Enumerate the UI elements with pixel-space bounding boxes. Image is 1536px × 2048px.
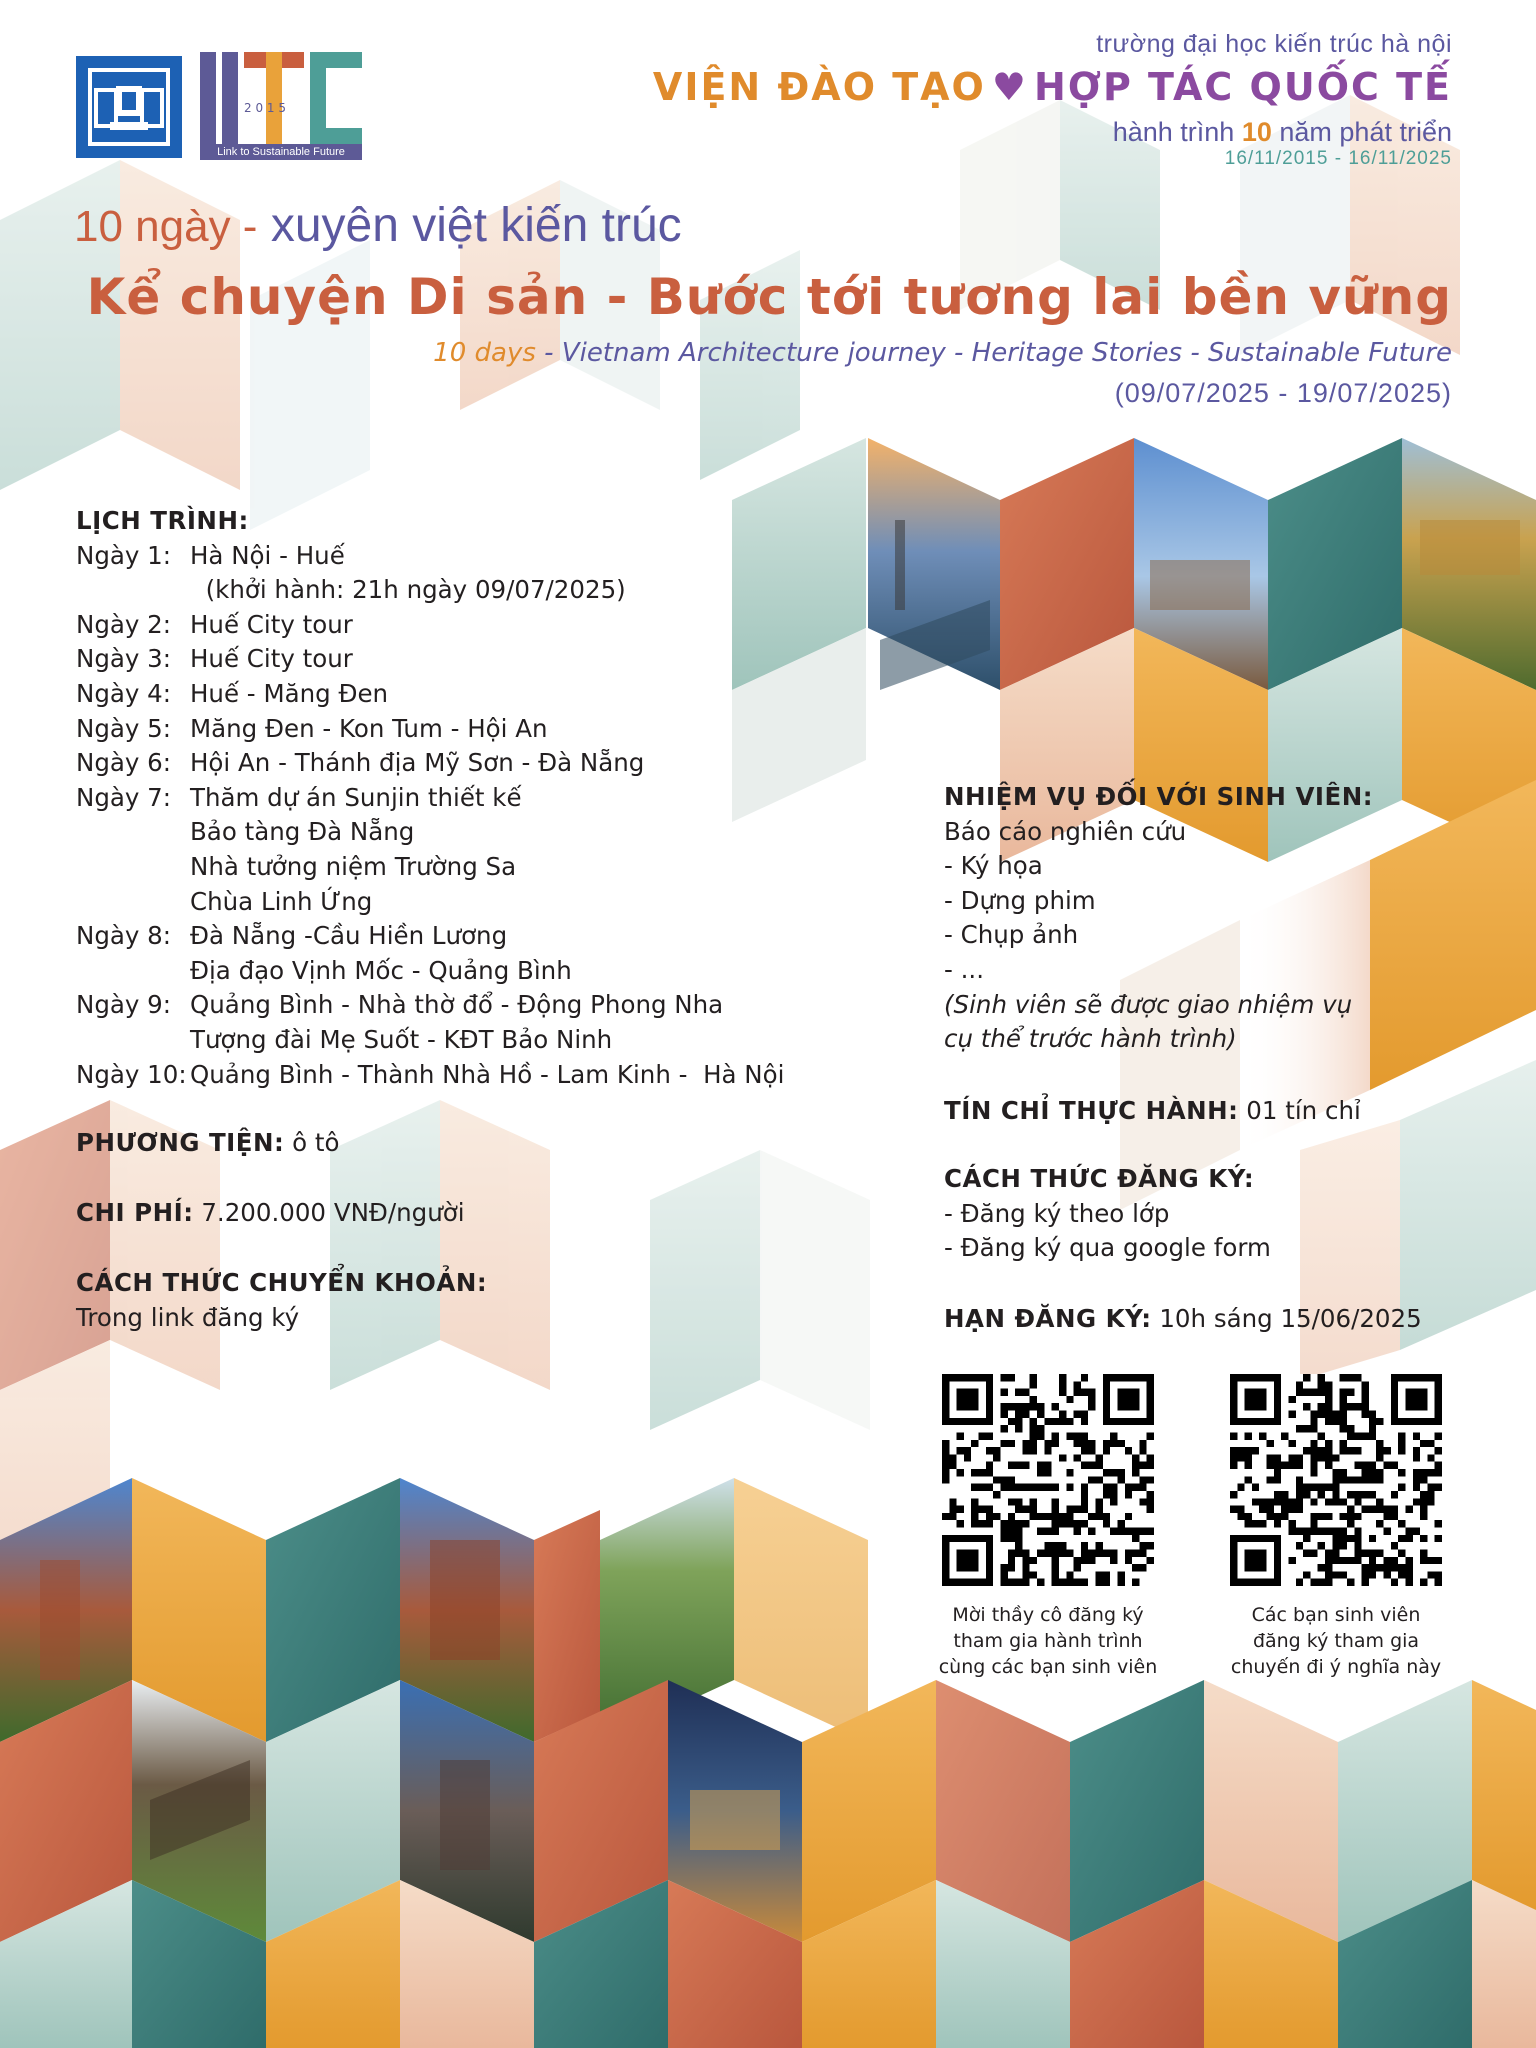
schedule-day-label: Ngày 10:: [76, 1059, 195, 1089]
schedule-stop: Măng Đen - Kon Tum - Hội An: [190, 713, 548, 743]
journey-suffix: năm phát triển: [1279, 117, 1452, 147]
schedule-day-stops: [190, 988, 723, 1057]
tasks-item: - Chụp ảnh: [944, 920, 1079, 950]
schedule-day-label: Ngày 5:: [76, 713, 179, 743]
schedule-day-stops: [190, 677, 388, 712]
registration-section: [944, 1162, 1464, 1266]
title-line-2: Kể chuyện Di sản - Bước tới tương lai bền vững: [86, 268, 1452, 326]
schedule-day-stops: [190, 746, 644, 781]
schedule-day-row: [76, 539, 896, 608]
student-registration-qr-code[interactable]: [1230, 1374, 1442, 1586]
deadline-row: [944, 1302, 1464, 1337]
schedule-day-row: [76, 1058, 896, 1093]
anniversary-dates: 16/11/2015 - 16/11/2025: [1224, 148, 1452, 169]
schedule-stop: Bảo tàng Đà Nẵng: [190, 817, 415, 847]
tasks-note-line-2: cụ thể trước hành trình): [944, 1024, 1237, 1054]
transfer-label: CÁCH THỨC CHUYỂN KHOẢN:: [76, 1268, 488, 1297]
student-caption-line: Các bạn sinh viên: [1251, 1604, 1421, 1626]
schedule-day-label: Ngày 3:: [76, 644, 179, 674]
schedule-day-stops: [190, 781, 522, 919]
schedule-stop: Quảng Bình - Nhà thờ đổ - Động Phong Nha: [190, 990, 724, 1020]
schedule-day-row: [76, 712, 896, 747]
schedule-day-row: [76, 781, 896, 919]
iitc-logo: [200, 52, 362, 160]
schedule-day-row: [76, 988, 896, 1057]
schedule-stop: Huế - Măng Đen: [190, 678, 389, 708]
cost-unit: VNĐ/người: [333, 1198, 465, 1227]
registration-item: - Đăng ký qua google form: [944, 1233, 1271, 1263]
teacher-caption-line: Mời thầy cô đăng ký: [952, 1604, 1144, 1626]
schedule-day-label: Ngày 9:: [76, 990, 179, 1020]
institute-name-part-2: HỢP TÁC QUỐC TẾ: [1033, 65, 1452, 109]
institute-name-part-1: VIỆN ĐÀO TẠO: [652, 65, 986, 109]
transport-row: [76, 1126, 716, 1161]
transport-value: ô tô: [292, 1128, 340, 1157]
schedule-day-stops: [190, 712, 548, 747]
schedule-day-label: Ngày 4:: [76, 678, 179, 708]
tasks-intro: Báo cáo nghiên cứu: [944, 816, 1187, 846]
student-caption-line: đăng ký tham gia: [1252, 1630, 1420, 1652]
student-qr-caption: [1206, 1602, 1466, 1680]
deadline-value: 10h sáng 15/06/2025: [1159, 1304, 1422, 1333]
schedule-stop: Huế City tour: [190, 644, 353, 674]
university-crest-logo: [76, 56, 182, 158]
tasks-item: - Ký họa: [944, 851, 1043, 881]
tasks-section: [944, 780, 1464, 1057]
transport-label: PHƯƠNG TIỆN:: [76, 1128, 285, 1157]
tasks-item: - ...: [944, 954, 984, 984]
schedule-stop: Địa đạo Vịnh Mốc - Quảng Bình: [190, 955, 572, 985]
title-line-3-english: [433, 338, 1452, 368]
credits-unit: tín chỉ: [1285, 1096, 1361, 1125]
tasks-note-line-1: (Sinh viên sẽ được giao nhiệm vụ: [944, 989, 1353, 1019]
schedule-day-row: [76, 642, 896, 677]
schedule-day-label: Ngày 2:: [76, 609, 179, 639]
title-main: xuyên việt kiến trúc: [270, 199, 682, 252]
credits-value: 01: [1246, 1096, 1278, 1125]
schedule-day-stops: [190, 539, 626, 608]
university-name: trường đại học kiến trúc hà nội: [1096, 30, 1452, 58]
journey-number: 10: [1241, 117, 1272, 147]
schedule-heading: LỊCH TRÌNH:: [76, 506, 249, 535]
heart-icon: ♥: [991, 65, 1028, 109]
schedule-stop: Nhà tưởng niệm Trường Sa: [190, 851, 517, 881]
cost-amount: 7.200.000: [201, 1198, 327, 1227]
transfer-section: [76, 1266, 716, 1335]
teacher-caption-line: tham gia hành trình: [953, 1630, 1143, 1652]
transfer-value: Trong link đăng ký: [76, 1302, 300, 1332]
header-institute-block: [552, 30, 1452, 170]
schedule-stop: Thăm dự án Sunjin thiết kế: [190, 782, 522, 812]
credits-row: [944, 1094, 1464, 1129]
schedule-day-label: Ngày 1:: [76, 540, 179, 570]
journey-prefix: hành trình: [1112, 117, 1235, 147]
schedule-day-label: Ngày 8:: [76, 921, 179, 951]
cost-label: CHI PHÍ:: [76, 1198, 194, 1227]
tasks-item: - Dựng phim: [944, 885, 1096, 915]
student-caption-line: chuyến đi ý nghĩa này: [1230, 1656, 1442, 1678]
cost-row: [76, 1196, 716, 1231]
teacher-qr-caption: [918, 1602, 1178, 1680]
schedule-stop: Tượng đài Mẹ Suốt - KĐT Bảo Ninh: [190, 1024, 613, 1054]
schedule-day-row: [76, 746, 896, 781]
schedule-day-stops: [190, 1058, 784, 1093]
title-line-1: [74, 198, 682, 253]
schedule-section: [76, 504, 896, 1092]
schedule-stop: (khởi hành: 21h ngày 09/07/2025): [190, 575, 626, 605]
journey-tagline: [552, 117, 1452, 148]
logo-tagline: Link to Sustainable Future: [200, 144, 362, 160]
schedule-day-label: Ngày 6:: [76, 748, 179, 778]
title-english-rest: - Vietnam Architecture journey - Heritage Stories - Sustainable Future: [544, 338, 1452, 368]
schedule-stop: Huế City tour: [190, 609, 353, 639]
teacher-registration-qr-code[interactable]: [942, 1374, 1154, 1586]
schedule-day-stops: [190, 919, 572, 988]
logo-year: 2 0 1 5: [244, 101, 286, 115]
schedule-stop: Chùa Linh Ứng: [190, 886, 373, 916]
schedule-stop: Quảng Bình - Thành Nhà Hồ - Lam Kinh - Hà Nội: [190, 1059, 785, 1089]
title-days-english: 10 days: [433, 338, 536, 368]
registration-item: - Đăng ký theo lớp: [944, 1198, 1170, 1228]
registration-heading: CÁCH THỨC ĐĂNG KÝ:: [944, 1164, 1255, 1193]
tasks-heading: NHIỆM VỤ ĐỐI VỚI SINH VIÊN:: [944, 782, 1374, 811]
title-days: 10 ngày -: [74, 202, 258, 251]
schedule-day-stops: [190, 642, 353, 677]
schedule-day-label: Ngày 7:: [76, 782, 179, 812]
schedule-stop: Đà Nẵng -Cầu Hiền Lương: [190, 921, 508, 951]
schedule-day-row: [76, 608, 896, 643]
iitc-logo-mark: [200, 52, 362, 144]
deadline-label: HẠN ĐĂNG KÝ:: [944, 1304, 1152, 1333]
teacher-caption-line: cùng các bạn sinh viên: [938, 1656, 1158, 1678]
schedule-stop: Hà Nội - Huế: [190, 540, 345, 570]
schedule-day-row: [76, 919, 896, 988]
institute-name: [552, 65, 1452, 109]
trip-dates: (09/07/2025 - 19/07/2025): [1114, 378, 1452, 408]
schedule-day-row: [76, 677, 896, 712]
credits-label: TÍN CHỈ THỰC HÀNH:: [944, 1096, 1239, 1125]
schedule-stop: Hội An - Thánh địa Mỹ Sơn - Đà Nẵng: [190, 748, 645, 778]
schedule-day-stops: [190, 608, 353, 643]
schedule-list: [76, 539, 896, 1093]
